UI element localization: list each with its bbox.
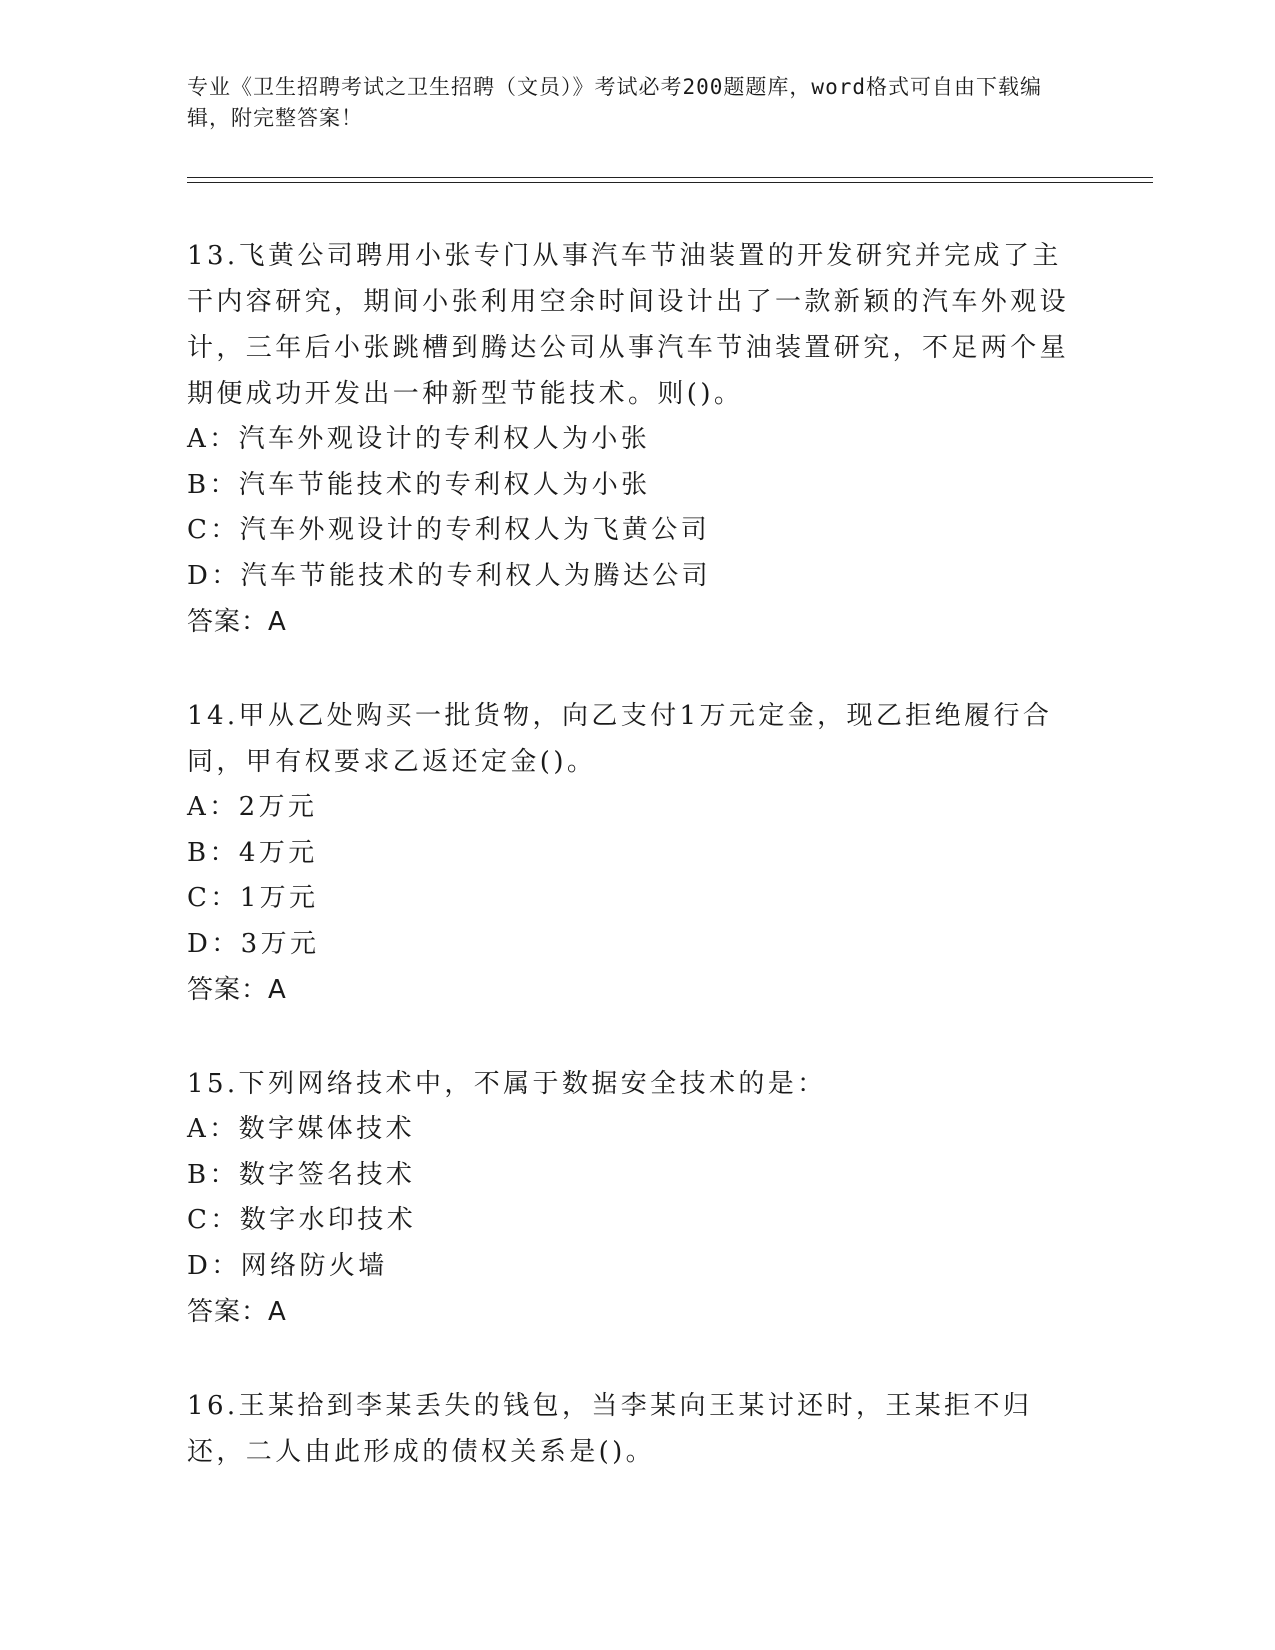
option-a: A：汽车外观设计的专利权人为小张 — [187, 424, 651, 454]
header-divider-line — [187, 182, 1153, 183]
question-stem: 14.甲从乙处购买一批货物，向乙支付1万元定金，现乙拒绝履行合同，甲有权要求乙返还定金()。 — [187, 701, 1053, 777]
answer-line: 答案：A — [187, 975, 287, 1005]
option-b: B：数字签名技术 — [187, 1159, 416, 1190]
header-divider-line — [187, 177, 1153, 178]
option-b: B：汽车节能技术的专利权人为小张 — [187, 469, 651, 500]
question-13 — [187, 233, 1087, 645]
option-a: A：2万元 — [187, 792, 318, 822]
answer-line: 答案：A — [187, 1297, 287, 1327]
option-d: D：3万元 — [187, 928, 320, 959]
option-c: C：数字水印技术 — [187, 1205, 417, 1235]
question-stem: 15.下列网络技术中，不属于数据安全技术的是： — [187, 1069, 827, 1099]
option-a: A：数字媒体技术 — [187, 1114, 415, 1144]
question-15 — [187, 1061, 1087, 1335]
question-16 — [187, 1383, 1087, 1475]
question-stem: 16.王某拾到李某丢失的钱包，当李某向王某讨还时，王某拒不归还，二人由此形成的债权关系是()。 — [187, 1391, 1033, 1467]
question-list — [187, 233, 1087, 1523]
option-d: D：汽车节能技术的专利权人为腾达公司 — [187, 560, 712, 591]
option-d: D：网络防火墙 — [187, 1250, 388, 1281]
document-header: 专业《卫生招聘考试之卫生招聘（文员）》考试必考200题题库，word格式可自由下载编辑，附完整答案！ — [187, 75, 1042, 130]
question-stem: 13.飞黄公司聘用小张专门从事汽车节油装置的开发研究并完成了主干内容研究，期间小张利用空余时间设计出了一款新颖的汽车外观设计，三年后小张跳槽到腾达公司从事汽车节油装置研究，不足两个星期便成功开发出一种新型节能技术。则()。 — [187, 241, 1070, 409]
option-c: C：1万元 — [187, 883, 319, 913]
option-b: B：4万元 — [187, 837, 318, 868]
question-14 — [187, 693, 1087, 1013]
answer-line: 答案：A — [187, 607, 287, 637]
option-c: C：汽车外观设计的专利权人为飞黄公司 — [187, 515, 711, 545]
